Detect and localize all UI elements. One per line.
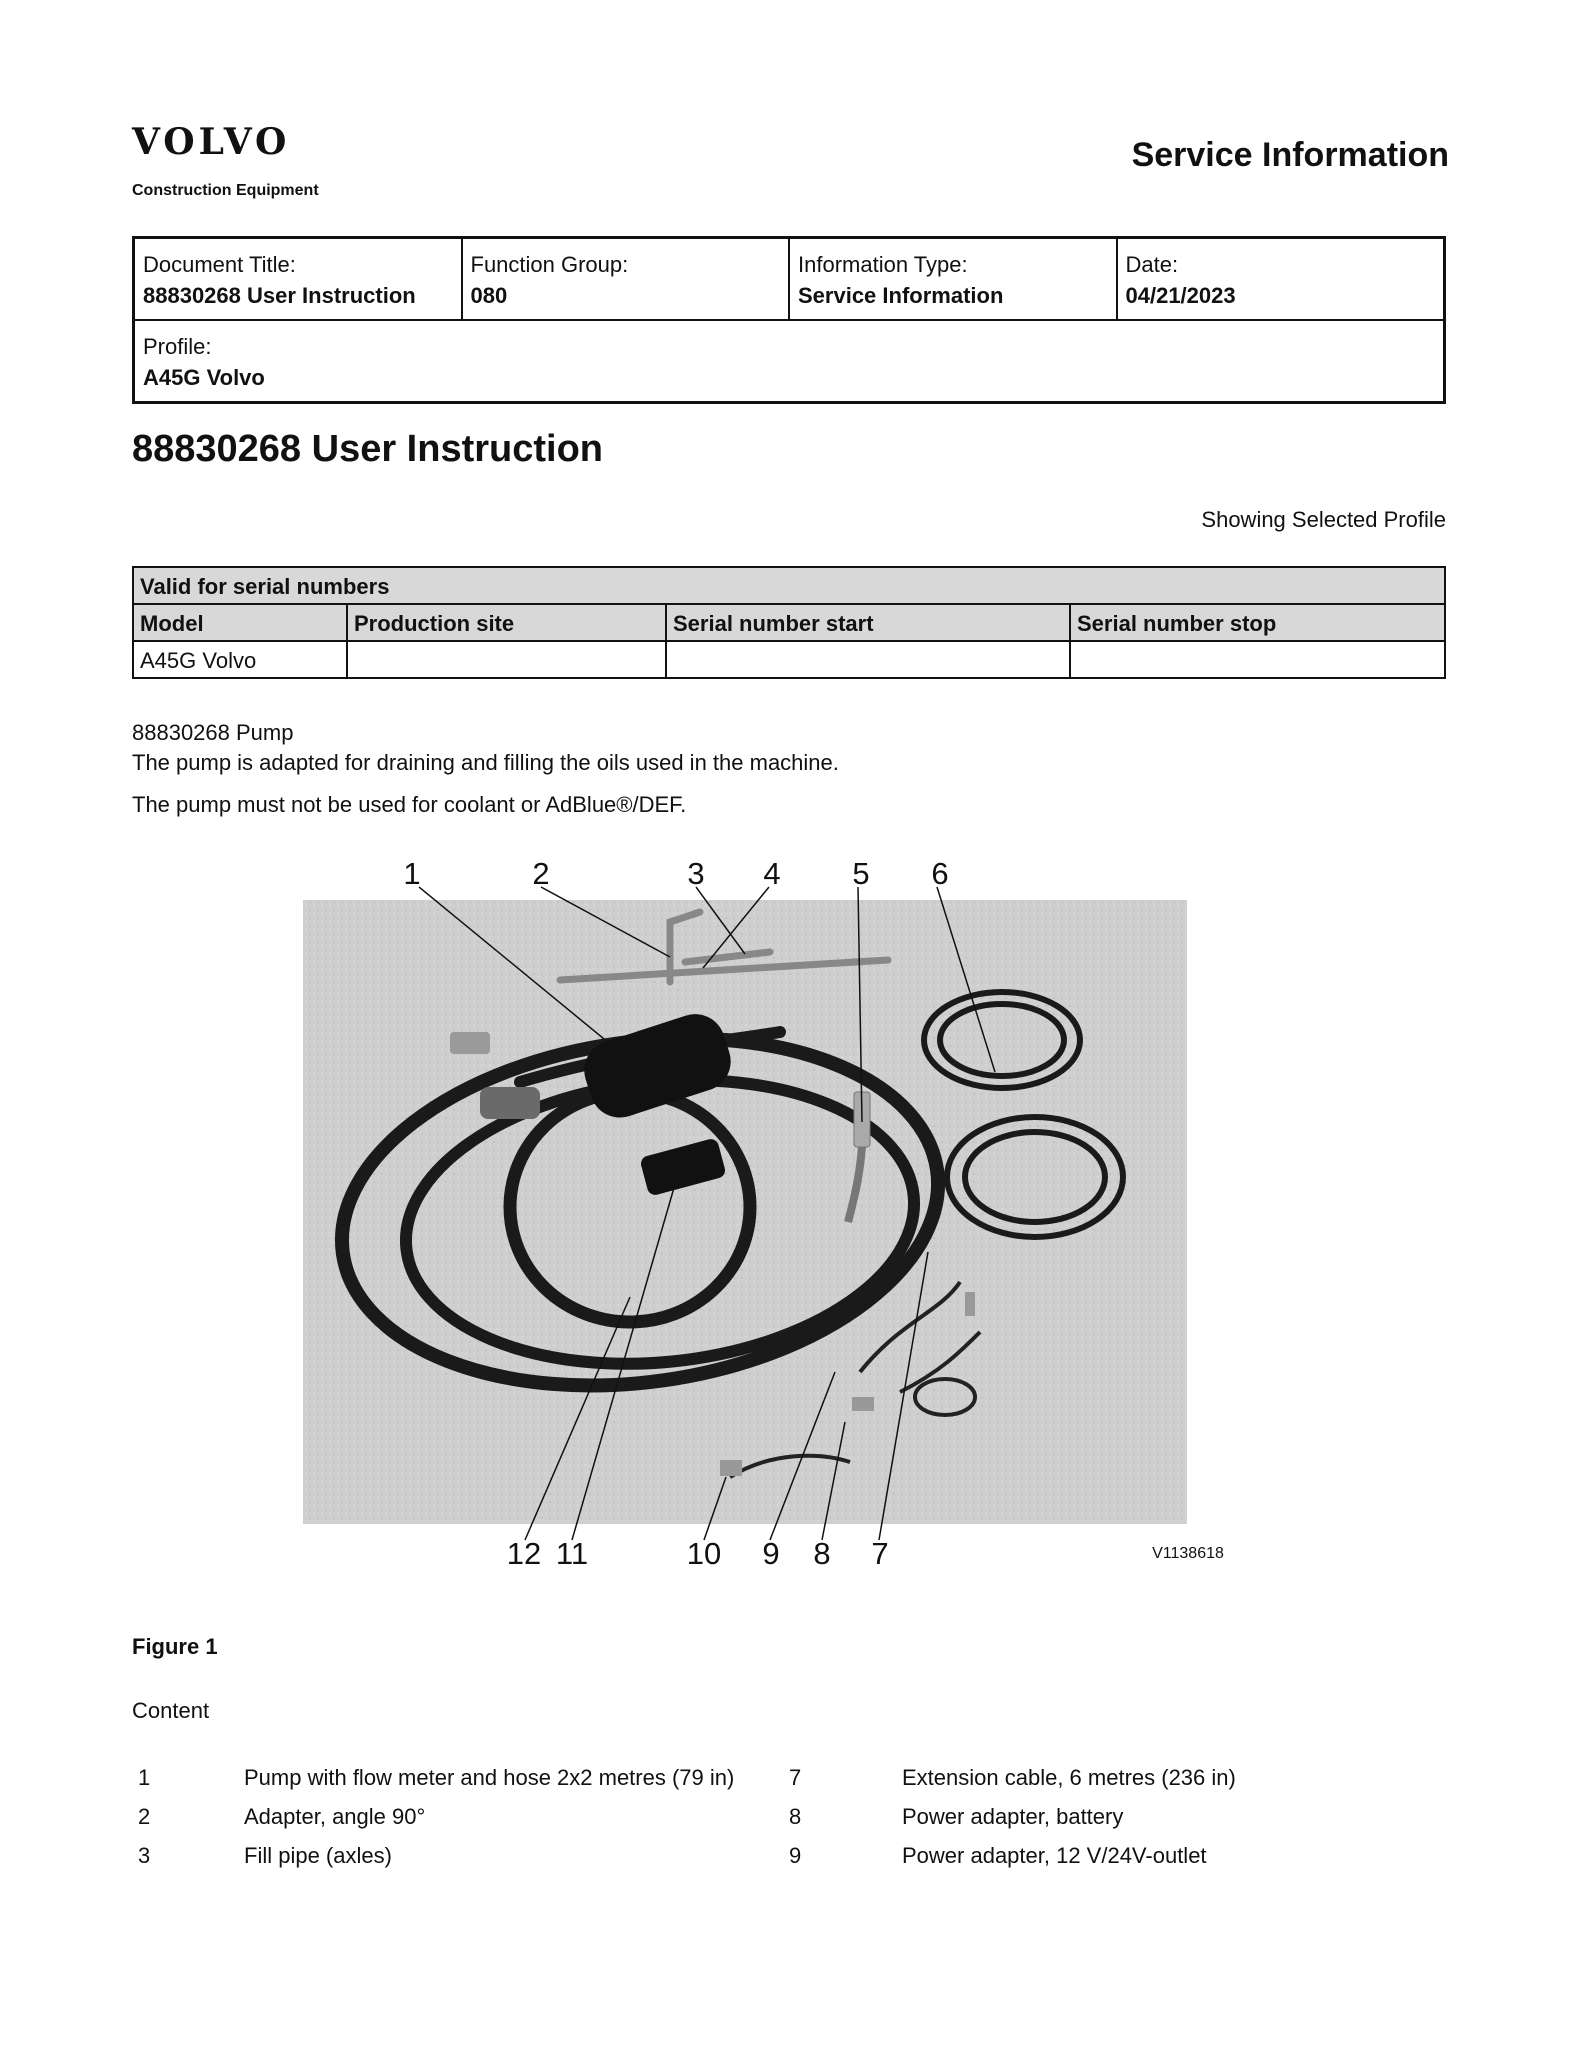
- profile-note: Showing Selected Profile: [1201, 507, 1446, 532]
- content-label: Content: [132, 1698, 210, 1723]
- callout-10: 10: [686, 1536, 722, 1571]
- volvo-logo: VOLVO: [132, 121, 291, 163]
- document-title-cell: [135, 239, 461, 319]
- document-title-value: 88830268 User Instruction: [143, 283, 416, 308]
- callout-6: 6: [931, 856, 949, 891]
- page-title: 88830268 User Instruction: [132, 428, 604, 470]
- item-text: Power adapter, battery: [902, 1803, 1124, 1829]
- intro-description: The pump is adapted for draining and filling the oils used in the machine.: [132, 750, 839, 775]
- callout-1: 1: [403, 856, 421, 891]
- table-caption: Valid for serial numbers: [133, 567, 1445, 604]
- callout-9: 9: [762, 1536, 780, 1571]
- intro-warning: The pump must not be used for coolant or AdBlue®/DEF.: [132, 792, 687, 817]
- table-cell: [347, 641, 666, 678]
- item-number: 1: [138, 1764, 151, 1790]
- document-metadata-table: [132, 236, 1446, 404]
- function-group-cell: [461, 239, 789, 319]
- item-text: Fill pipe (axles): [244, 1842, 392, 1868]
- brand-subtitle: Construction Equipment: [132, 182, 319, 199]
- list-item: [132, 1758, 1292, 1797]
- column-header-model: Model: [133, 604, 347, 641]
- list-item: [132, 1797, 1292, 1836]
- callout-2: 2: [532, 856, 550, 891]
- figure-code: V1138618: [1152, 1545, 1224, 1562]
- metadata-row: [135, 319, 1443, 401]
- serial-numbers-table: [132, 566, 1446, 679]
- metadata-row: [135, 239, 1443, 319]
- pump-kit-figure: [300, 852, 1276, 1592]
- column-header-serial-stop: Serial number stop: [1070, 604, 1445, 641]
- item-number: 7: [789, 1764, 802, 1790]
- callout-11: 11: [555, 1536, 589, 1571]
- date-value: 04/21/2023: [1125, 283, 1236, 308]
- table-cell: [1070, 641, 1445, 678]
- information-type-value: Service Information: [798, 283, 1004, 308]
- table-cell: A45G Volvo: [133, 641, 347, 678]
- table-row: [133, 641, 1445, 678]
- column-header-serial-start: Serial number start: [666, 604, 1070, 641]
- callout-4: 4: [763, 856, 781, 891]
- item-text: Pump with flow meter and hose 2x2 metres (79 in): [244, 1764, 735, 1790]
- callout-12: 12: [506, 1536, 542, 1571]
- item-text: Adapter, angle 90°: [244, 1803, 426, 1829]
- intro-pump-name: 88830268 Pump: [132, 720, 294, 745]
- flow-meter: [480, 1087, 540, 1119]
- header-title: Service Information: [1131, 136, 1449, 174]
- document-title-label: Document Title:: [143, 252, 296, 277]
- callout-3: 3: [687, 856, 705, 891]
- table-caption-row: [133, 567, 1445, 604]
- item-number: 8: [789, 1803, 802, 1829]
- figure-caption: Figure 1: [132, 1634, 218, 1659]
- date-cell: [1116, 239, 1444, 319]
- profile-label: Profile:: [143, 334, 212, 359]
- item-number: 3: [138, 1842, 151, 1868]
- callout-5: 5: [852, 856, 870, 891]
- date-label: Date:: [1125, 252, 1179, 277]
- list-item: [132, 1836, 1292, 1875]
- content-list: [132, 1758, 1292, 1875]
- function-group-value: 080: [470, 283, 508, 308]
- item-text: Power adapter, 12 V/24V-outlet: [902, 1842, 1207, 1868]
- table-cell: [666, 641, 1070, 678]
- item-number: 2: [138, 1803, 151, 1829]
- callout-7: 7: [871, 1536, 889, 1571]
- callout-8: 8: [813, 1536, 831, 1571]
- function-group-label: Function Group:: [470, 252, 629, 277]
- item-text: Extension cable, 6 metres (236 in): [902, 1764, 1236, 1790]
- item-number: 9: [789, 1842, 802, 1868]
- profile-cell: [135, 321, 1443, 401]
- information-type-label: Information Type:: [798, 252, 968, 277]
- column-header-production-site: Production site: [347, 604, 666, 641]
- information-type-cell: [788, 239, 1116, 319]
- table-header-row: [133, 604, 1445, 641]
- profile-value: A45G Volvo: [143, 365, 265, 390]
